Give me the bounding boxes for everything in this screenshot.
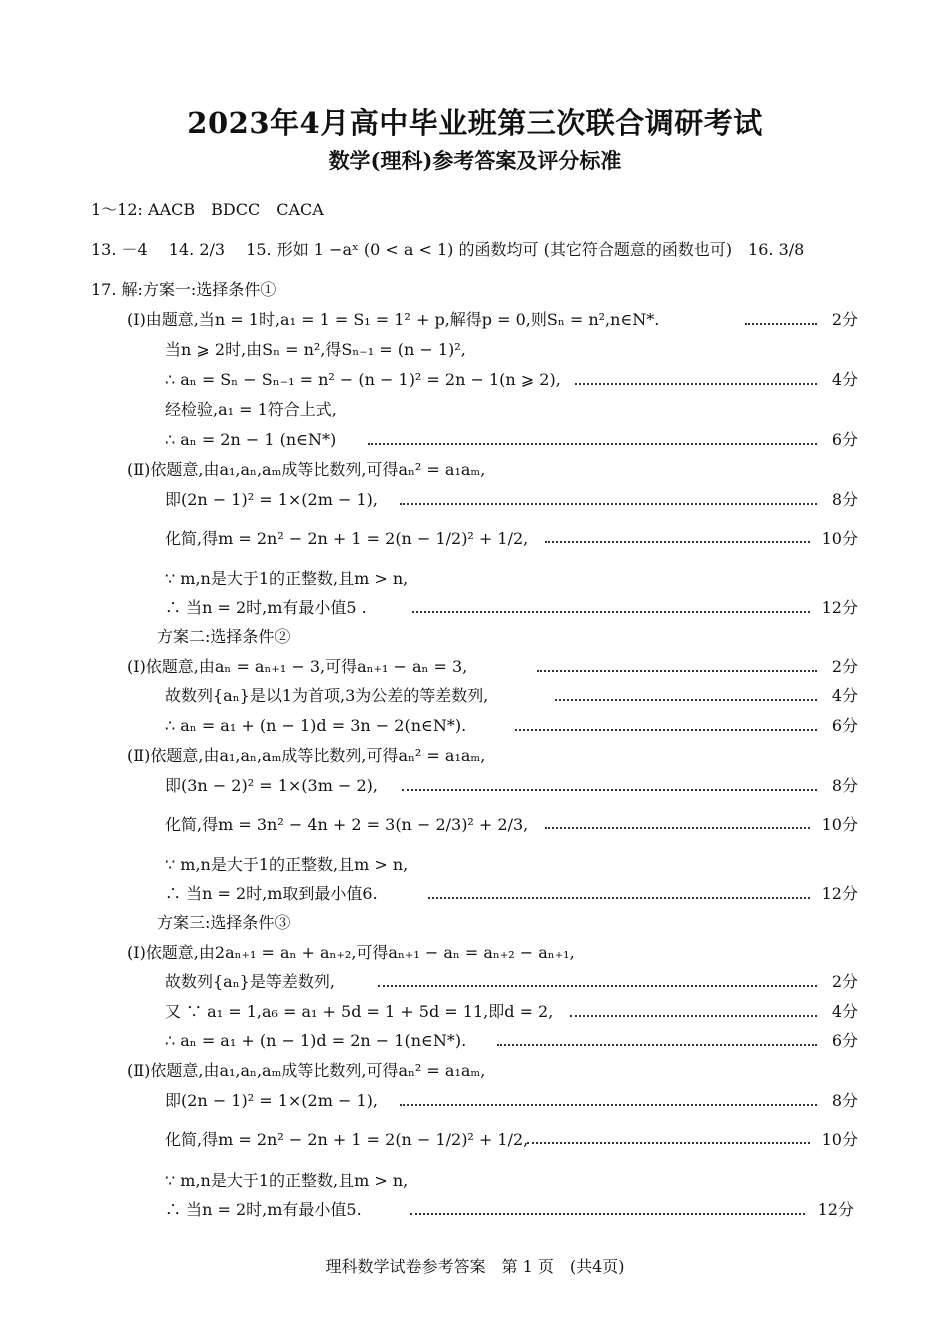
solution-line [0, 999, 950, 1025]
solution-text: (Ⅰ)由题意,当n = 1时,a₁ = 1 = S₁ = 1² + p,解得p = 0,则Sₙ = n²,n∈N*. [127, 310, 660, 329]
leader-dots [378, 985, 817, 987]
solution-text: (Ⅰ)依题意,由2aₙ₊₁ = aₙ + aₙ₊₂,可得aₙ₊₁ − aₙ = aₙ₊₂ − aₙ₊₁, [127, 943, 575, 962]
score-label: 8分 [831, 1091, 858, 1110]
solution-text: ∵ m,n是大于1的正整数,且m > n, [165, 569, 409, 588]
solution-line [0, 852, 950, 878]
solution-text: ∴ 当n = 2时,m有最小值5. [165, 1200, 362, 1219]
leader-dots [410, 1213, 805, 1215]
solution-line [0, 337, 950, 363]
solution-line [0, 683, 950, 709]
solution-line [0, 517, 950, 561]
solution-line [0, 1197, 950, 1223]
solution-line [0, 881, 950, 907]
solution-line [0, 595, 950, 621]
solution-text: ∵ m,n是大于1的正整数,且m > n, [165, 855, 409, 874]
leader-dots [400, 503, 817, 505]
solution-text: 又 ∵ a₁ = 1,a₆ = a₁ + 5d = 1 + 5d = 11,即d = 2, [165, 1002, 554, 1021]
solution-text: ∴ 当n = 2时,m取到最小值6. [165, 884, 378, 903]
solution-text: ∴ aₙ = a₁ + (n − 1)d = 2n − 1(n∈N*). [165, 1031, 467, 1050]
score-label: 2分 [831, 657, 858, 676]
solution-text: 化简,得m = 3n² − 4n + 2 = 3(n − 2/3)² + 2/3, [165, 815, 529, 834]
score-label: 4分 [831, 1002, 858, 1021]
score-label: 12分 [821, 884, 858, 903]
solution-heading: 方案三:选择条件③ [157, 913, 291, 932]
solution-text: ∵ m,n是大于1的正整数,且m > n, [165, 1171, 409, 1190]
score-label: 10分 [821, 1130, 858, 1149]
solution-line [0, 1028, 950, 1054]
page-footer: 理科数学试卷参考答案 第 1 页 (共4页) [325, 1257, 625, 1276]
leader-dots [555, 699, 817, 701]
solution-text: (Ⅱ)依题意,由a₁,aₙ,aₘ成等比数列,可得aₙ² = a₁aₘ, [127, 1061, 486, 1080]
solution-line [0, 940, 950, 966]
solution-line [0, 803, 950, 847]
page-title: 2023年4月高中毕业班第三次联合调研考试 [187, 106, 763, 140]
leader-dots [570, 1015, 817, 1017]
leader-dots [497, 1044, 817, 1046]
solution-text: 故数列{aₙ}是等差数列, [165, 972, 335, 991]
solution-text: 即(2n − 1)² = 1×(2m − 1), [165, 1091, 378, 1110]
solution-line [0, 910, 950, 936]
solution-text: 化简,得m = 2n² − 2n + 1 = 2(n − 1/2)² + 1/2, [165, 529, 529, 548]
score-label: 12分 [817, 1200, 854, 1219]
score-label: 4分 [831, 370, 858, 389]
solution-line [0, 1168, 950, 1194]
score-label: 6分 [831, 1031, 858, 1050]
leader-dots [575, 383, 817, 385]
leader-dots [400, 1104, 817, 1106]
mc-answers: 1～12: AACB BDCC CACA [91, 200, 324, 219]
solution-text: 经检验,a₁ = 1符合上式, [165, 400, 337, 419]
leader-dots [527, 1142, 810, 1144]
solution-heading: 17. 解:方案一:选择条件① [91, 280, 277, 299]
solution-line [0, 307, 950, 333]
solution-line [0, 277, 950, 303]
solution-text: 化简,得m = 2n² − 2n + 1 = 2(n − 1/2)² + 1/2, [165, 1130, 529, 1149]
solution-text: 即(3n − 2)² = 1×(3m − 2), [165, 776, 378, 795]
leader-dots [545, 541, 810, 543]
leader-dots [402, 789, 817, 791]
solution-text: (Ⅰ)依题意,由aₙ = aₙ₊₁ − 3,可得aₙ₊₁ − aₙ = 3, [127, 657, 468, 676]
solution-line [0, 654, 950, 680]
score-label: 4分 [831, 686, 858, 705]
score-label: 8分 [831, 776, 858, 795]
solution-line [0, 457, 950, 483]
leader-dots [412, 611, 810, 613]
solution-line [0, 773, 950, 799]
solution-text: 即(2n − 1)² = 1×(2m − 1), [165, 490, 378, 509]
score-label: 6分 [831, 716, 858, 735]
solution-text: 故数列{aₙ}是以1为首项,3为公差的等差数列, [165, 686, 489, 705]
answer-line-fill [0, 228, 950, 272]
leader-dots [545, 827, 810, 829]
leader-dots [368, 443, 817, 445]
solution-line [0, 743, 950, 769]
page-subtitle: 数学(理科)参考答案及评分标准 [328, 148, 622, 173]
solution-text: ∴ aₙ = 2n − 1 (n∈N*) [165, 430, 337, 449]
solution-line [0, 713, 950, 739]
score-label: 2分 [831, 310, 858, 329]
score-label: 6分 [831, 430, 858, 449]
leader-dots [745, 323, 817, 325]
solution-line [0, 1088, 950, 1114]
solution-line [0, 969, 950, 995]
score-label: 10分 [821, 815, 858, 834]
leader-dots [537, 670, 817, 672]
solution-heading: 方案二:选择条件② [157, 627, 291, 646]
score-label: 2分 [831, 972, 858, 991]
solution-line [0, 367, 950, 393]
solution-line [0, 1118, 950, 1162]
solution-line [0, 624, 950, 650]
solution-text: ∴ aₙ = a₁ + (n − 1)d = 3n − 2(n∈N*). [165, 716, 467, 735]
solution-line [0, 397, 950, 423]
leader-dots [515, 729, 817, 731]
solution-text: 当n ⩾ 2时,由Sₙ = n²,得Sₙ₋₁ = (n − 1)², [165, 340, 466, 359]
solution-line [0, 1058, 950, 1084]
solution-line [0, 427, 950, 453]
solution-line [0, 566, 950, 592]
solution-line [0, 487, 950, 513]
score-label: 12分 [821, 598, 858, 617]
answer-line-mc [0, 197, 950, 223]
solution-text: ∴ 当n = 2时,m有最小值5 . [165, 598, 367, 617]
solution-text: ∴ aₙ = Sₙ − Sₙ₋₁ = n² − (n − 1)² = 2n − 1(n ⩾ 2), [165, 370, 561, 389]
score-label: 10分 [821, 529, 858, 548]
leader-dots [428, 897, 810, 899]
solution-text: (Ⅱ)依题意,由a₁,aₙ,aₘ成等比数列,可得aₙ² = a₁aₘ, [127, 746, 486, 765]
solution-text: (Ⅱ)依题意,由a₁,aₙ,aₘ成等比数列,可得aₙ² = a₁aₘ, [127, 460, 486, 479]
score-label: 8分 [831, 490, 858, 509]
fill-answers: 13. －4 14. 2/3 15. 形如 1 −aˣ (0 < a < 1) 的函数均可 (其它符合题意的函数也可) 16. 3/8 [91, 240, 805, 259]
